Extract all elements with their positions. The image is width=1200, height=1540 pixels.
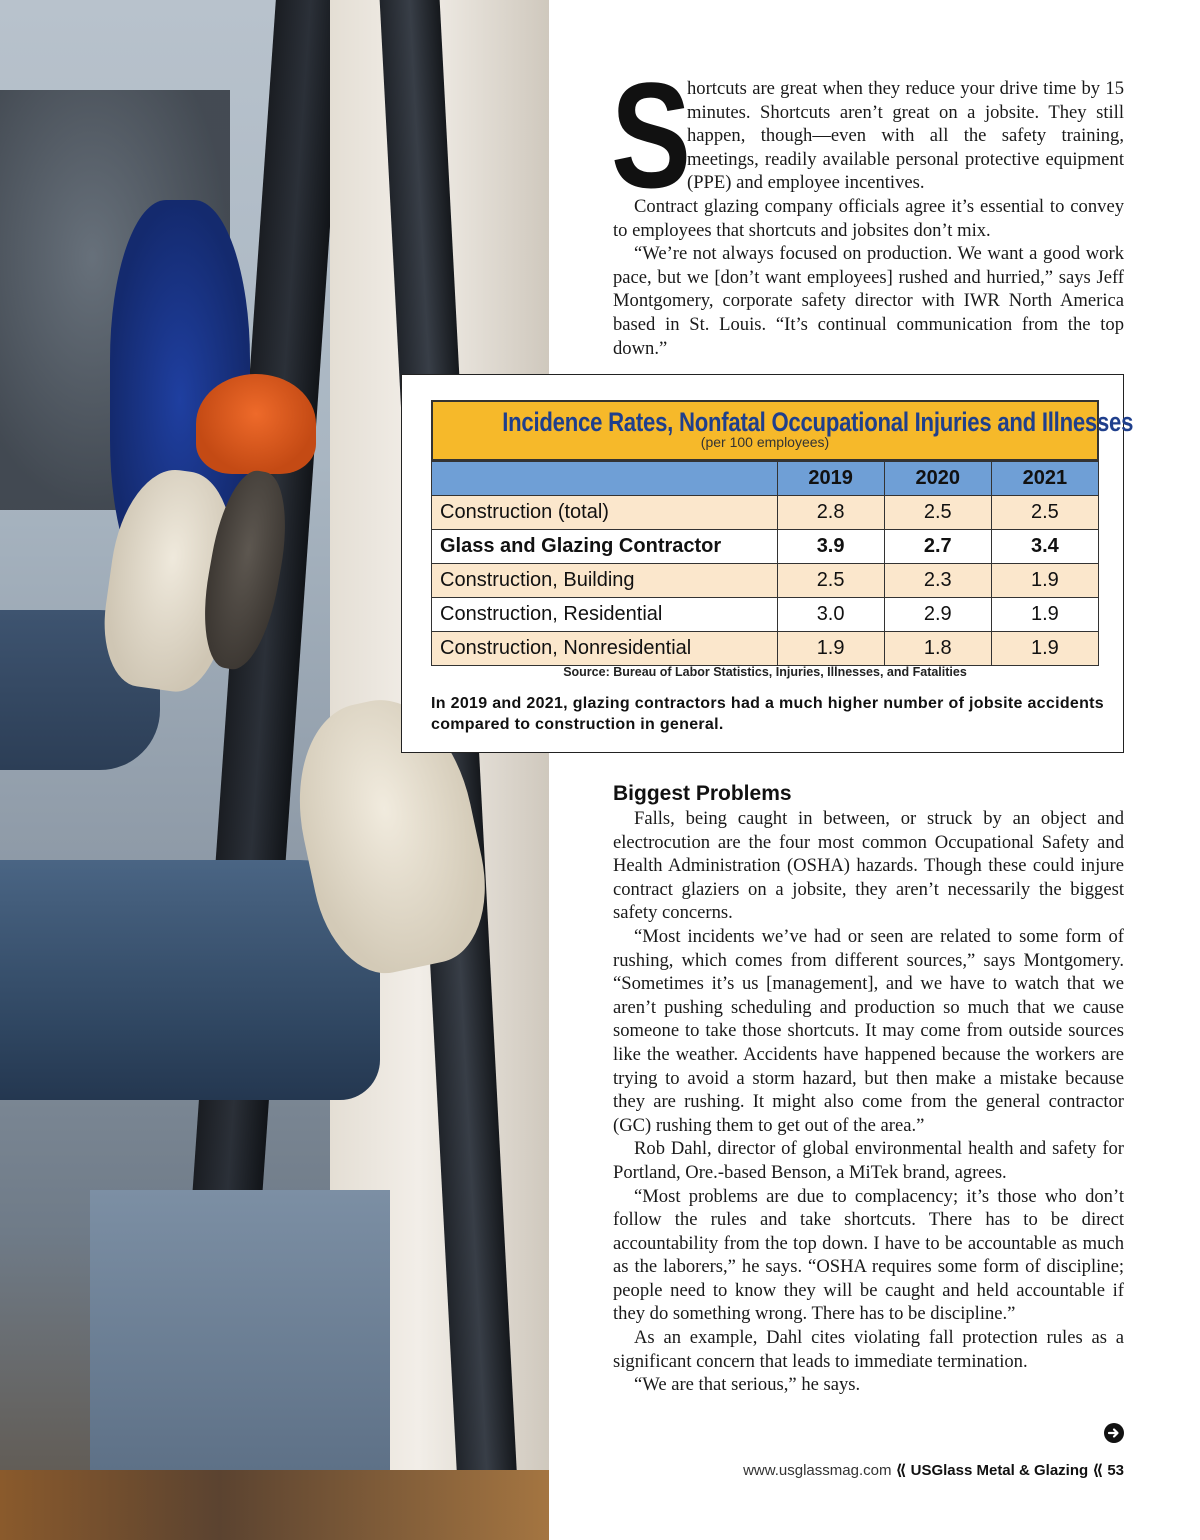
table-row: [432, 496, 1099, 530]
injury-rates-table-box: [401, 374, 1134, 753]
row-value: 3.0: [777, 598, 884, 632]
paragraph-1: Contract glazing company officials agree it’s essential to convey to employees that shortcuts and jobsites don’t mix.: [613, 196, 1124, 241]
row-value: 1.9: [991, 632, 1098, 666]
row-value: 1.8: [884, 632, 991, 666]
table-header-label: [432, 462, 778, 496]
section-heading: Biggest Problems: [613, 782, 792, 805]
injury-rates-table: [431, 461, 1099, 666]
row-label: Glass and Glazing Contractor: [432, 530, 778, 564]
row-value: 2.9: [884, 598, 991, 632]
row-value: 1.9: [777, 632, 884, 666]
footer-separator: ⟪: [895, 1462, 907, 1479]
paragraph-8: “We are that serious,” he says.: [634, 1374, 861, 1396]
row-label: Construction, Nonresidential: [432, 632, 778, 666]
paragraph-7: As an example, Dahl cites violating fall protection rules as a significant concern that leads to immediate termination.: [613, 1327, 1124, 1372]
paragraph-5: Rob Dahl, director of global environmental health and safety for Portland, Ore.-based Benson, a MiTek brand, agrees.: [613, 1138, 1124, 1183]
row-value: 1.9: [991, 598, 1098, 632]
page-footer: [743, 1461, 1124, 1479]
row-label: Construction, Building: [432, 564, 778, 598]
intro-paragraph: hortcuts are great when they reduce your drive time by 15 minutes. Shortcuts aren’t great on a jobsite. They still happen, though—even with all the safety training, meetings, readily available personal protective equipment (PPE) and employee incentives.: [687, 78, 1124, 194]
table-header-year: 2020: [884, 462, 991, 496]
row-value: 2.8: [777, 496, 884, 530]
table-header-year: 2019: [777, 462, 884, 496]
table-title-bar: [431, 400, 1134, 461]
row-value: 2.7: [884, 530, 991, 564]
table-header-row: [432, 462, 1099, 496]
table-subtitle: (per 100 employees): [700, 434, 830, 450]
row-value: 3.9: [777, 530, 884, 564]
photo-orange-hardhat: [196, 374, 316, 474]
footer-separator: ⟪: [1092, 1462, 1104, 1479]
paragraph-6: “Most problems are due to complacency; it’s those who don’t follow the rules and take shortcuts. There has to be direct accountability from the top down. I have to be accountable as much as the laborers,” he says. “OSHA requires some form of discipline; people need to know they will be caught and held accountable if they do something wrong. There has to be discipline.”: [613, 1185, 1124, 1325]
article-column-bottom: [613, 781, 1124, 1397]
row-label: Construction, Residential: [432, 598, 778, 632]
row-label: Construction (total): [432, 496, 778, 530]
drop-cap: S: [611, 51, 692, 219]
table-row: [432, 632, 1099, 666]
row-value: 2.5: [991, 496, 1098, 530]
row-value: 2.5: [884, 496, 991, 530]
row-value: 2.3: [884, 564, 991, 598]
photo-rusty-base: [0, 1470, 549, 1540]
footer-url[interactable]: www.usglassmag.com: [743, 1462, 892, 1479]
table-title: Incidence Rates, Nonfatal Occupational Injuries and Illnesses: [502, 407, 1134, 437]
table-header-year: 2021: [991, 462, 1098, 496]
table-row: [432, 530, 1099, 564]
photo-glazier-workers: [0, 0, 549, 1540]
footer-publication: USGlass Metal & Glazing: [910, 1462, 1089, 1479]
row-value: 2.5: [777, 564, 884, 598]
arrow-right-circle-icon[interactable]: [1104, 1423, 1124, 1443]
paragraph-4: “Most incidents we’ve had or seen are related to some form of rushing, which comes from different sources,” says Montgomery. “Sometimes it’s us [management], and we have to watch that we aren’t pushing scheduling and production so much that we cause someone to take those shortcuts. It may come from outside sources like the weather. Accidents have happened because the workers are trying to avoid a storm hazard, but then make a mistake because they are rushing. It might also come from the general contractor (GC) rushing them to get out of the area.”: [613, 925, 1124, 1136]
page-number: 53: [1107, 1462, 1124, 1479]
paragraph-3: Falls, being caught in between, or struck by an object and electrocution are the four most common Occupational Safety and Health Administration (OSHA) hazards. Though these could injure contract glaziers on a jobsite, they aren’t necessarily the biggest safety concerns.: [613, 808, 1124, 924]
paragraph-2: “We’re not always focused on production. We want a good work pace, but we [don’t want employees] rushed and hurried,” says Jeff Montgomery, corporate safety director with IWR North America based in St. Louis. “It’s continual communication from the top down.”: [613, 243, 1124, 359]
table-source: Source: Bureau of Labor Statistics, Injuries, Illnesses, and Fatalities: [563, 665, 967, 679]
table-caption: In 2019 and 2021, glazing contractors had a much higher number of jobsite accidents compared to construction in general.: [431, 695, 1104, 733]
article-column-top: [613, 195, 1124, 360]
photo-lower-panel: [90, 1190, 390, 1470]
table-row: [432, 598, 1099, 632]
row-value: 1.9: [991, 564, 1098, 598]
table-row: [432, 564, 1099, 598]
row-value: 3.4: [991, 530, 1098, 564]
